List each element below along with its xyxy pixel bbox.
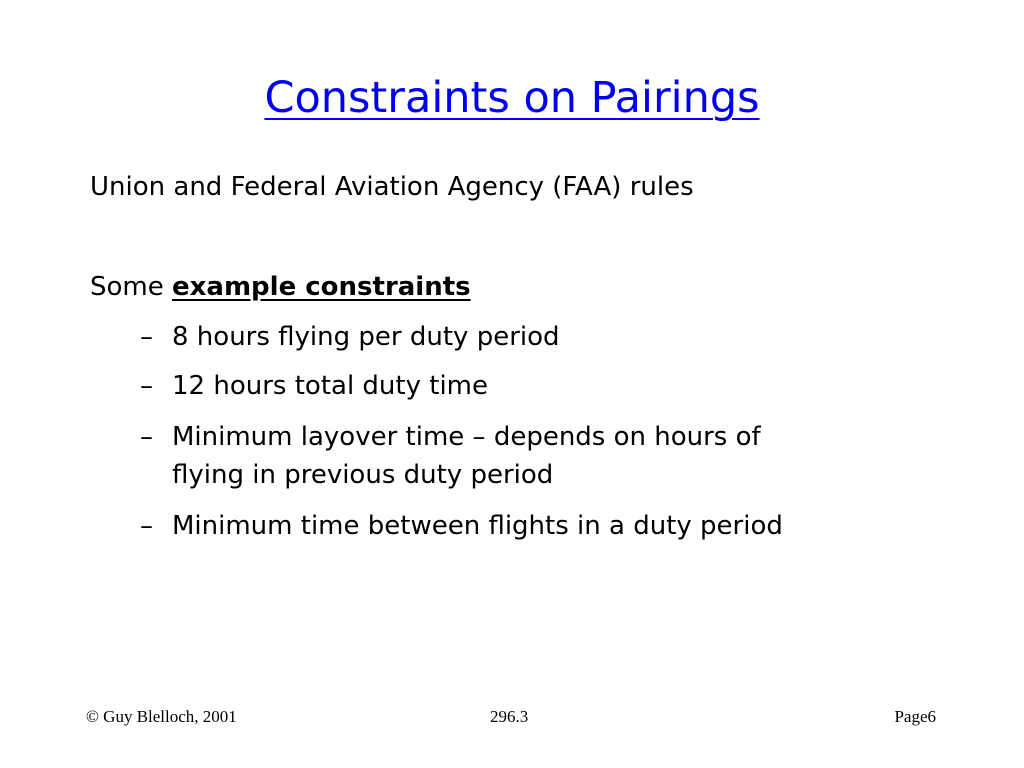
bullet-dash: – [140,371,153,401]
footer-author: © Guy Blelloch, 2001 [86,707,237,726]
footer-course: 296.3 [490,707,529,726]
footer-page-number: Page6 [894,707,936,726]
constraints-heading-emphasis: example constraints [172,272,471,302]
intro-text: Union and Federal Aviation Agency (FAA) rules [90,172,694,202]
bullet-dash: – [140,511,153,541]
bullet-text [172,418,932,494]
bullet-dash: – [140,322,153,352]
constraints-heading [90,270,471,304]
constraints-heading-prefix: Some [90,272,172,302]
bullet-text-line2: flying in previous duty period [172,460,554,490]
bullet-text: 12 hours total duty time [172,371,488,401]
bullet-dash: – [140,422,153,452]
bullet-text-line1: Minimum layover time – depends on hours of [172,422,761,452]
bullet-text: Minimum time between flights in a duty period [172,511,783,541]
slide-title: Constraints on Pairings [264,73,760,123]
bullet-text: 8 hours flying per duty period [172,322,560,352]
